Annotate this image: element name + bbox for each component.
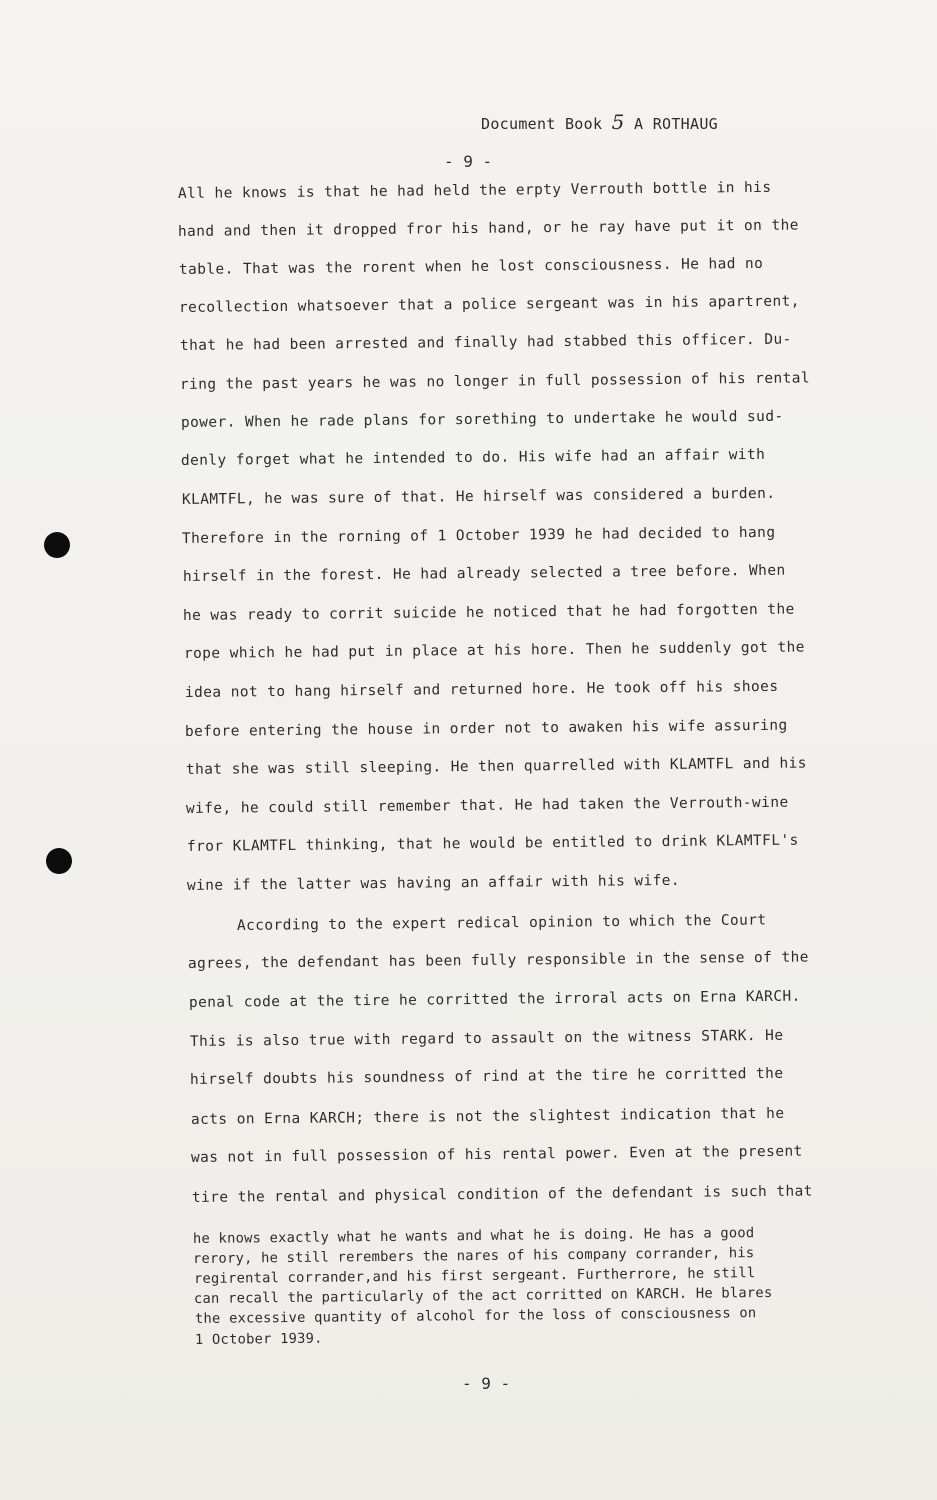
body-line: was not in full possession of his rental power. Even at the present xyxy=(190,1143,803,1166)
body-line: he was ready to corrit suicide he noticed that he had forgotten the xyxy=(182,601,795,624)
body-line: agrees, the defendant has been fully responsible in the sense of the xyxy=(187,949,809,972)
book-number: 5 xyxy=(611,110,625,134)
body-line: that she was still sleeping. He then quarrelled with KLAMTFL and his xyxy=(185,755,807,778)
header-prefix: Document Book xyxy=(481,115,603,133)
body-line: denly forget what he intended to do. His wife had an affair with xyxy=(180,446,766,469)
body-line: tire the rental and physical condition of the defendant is such that xyxy=(191,1183,813,1206)
body-line: wife, he could still remember that. He had taken the Verrouth-wine xyxy=(185,794,789,817)
page-number-top: - 9 - xyxy=(444,152,493,171)
body-line: ring the past years he was no longer in full possession of his rental xyxy=(179,370,811,393)
body-line: hand and then it dropped fror his hand, or he ray have put it on the xyxy=(177,217,799,240)
page-number-bottom: - 9 - xyxy=(462,1374,511,1393)
closing-line: he knows exactly what he wants and what he is doing. He has a good xyxy=(192,1225,755,1247)
closing-line: 1 October 1939. xyxy=(194,1330,323,1348)
body-line: This is also true with regard to assault on the witness STARK. He xyxy=(189,1027,784,1050)
body-line: recollection whatsoever that a police sergeant was in his apartrent, xyxy=(178,293,800,316)
body-line: Therefore in the rorning of 1 October 1939 he had decided to hang xyxy=(181,524,776,547)
closing-line: the excessive quantity of alcohol for the loss of consciousness on xyxy=(194,1305,757,1327)
closing-line: can recall the particularly of the act corritted on KARCH. He blares xyxy=(193,1284,773,1307)
body-line: table. That was the rorent when he lost consciousness. He had no xyxy=(178,255,764,278)
body-line: rope which he had put in place at his hore. Then he suddenly got the xyxy=(183,639,805,662)
body-line: wine if the latter was having an affair with his wife. xyxy=(186,872,681,894)
body-line: idea not to hang hirself and returned hore. He took off his shoes xyxy=(184,678,779,701)
punch-hole xyxy=(46,848,72,874)
header-suffix: A ROTHAUG xyxy=(634,115,719,133)
closing-line: rerory, he still rerembers the nares of his company corrander, his xyxy=(192,1245,755,1267)
body-line: before entering the house in order not to awaken his wife assuring xyxy=(184,717,788,740)
body-line: KLAMTFL, he was sure of that. He hirself was considered a burden. xyxy=(181,485,776,508)
body-line: that he had been arrested and finally had stabbed this officer. Du- xyxy=(179,331,792,354)
body-line: All he knows is that he had held the erpty Verrouth bottle in his xyxy=(177,179,772,202)
punch-hole xyxy=(44,532,70,558)
closing-line: regirental corrander,and his first sergeant. Furtherrore, he still xyxy=(193,1265,756,1287)
body-line: hirself in the forest. He had already selected a tree before. When xyxy=(182,562,786,585)
body-line: fror KLAMTFL thinking, that he would be entitled to drink KLAMTFL's xyxy=(186,832,799,855)
body-line: acts on Erna KARCH; there is not the slightest indication that he xyxy=(190,1105,785,1128)
document-header xyxy=(481,110,718,134)
body-line: power. When he rade plans for sorething to undertake he would sud- xyxy=(180,408,784,431)
body-line: penal code at the tire he corritted the irroral acts on Erna KARCH. xyxy=(188,988,801,1011)
body-line: hirself doubts his soundness of rind at the tire he corritted the xyxy=(189,1065,784,1088)
body-line: According to the expert redical opinion to which the Court xyxy=(236,912,767,934)
